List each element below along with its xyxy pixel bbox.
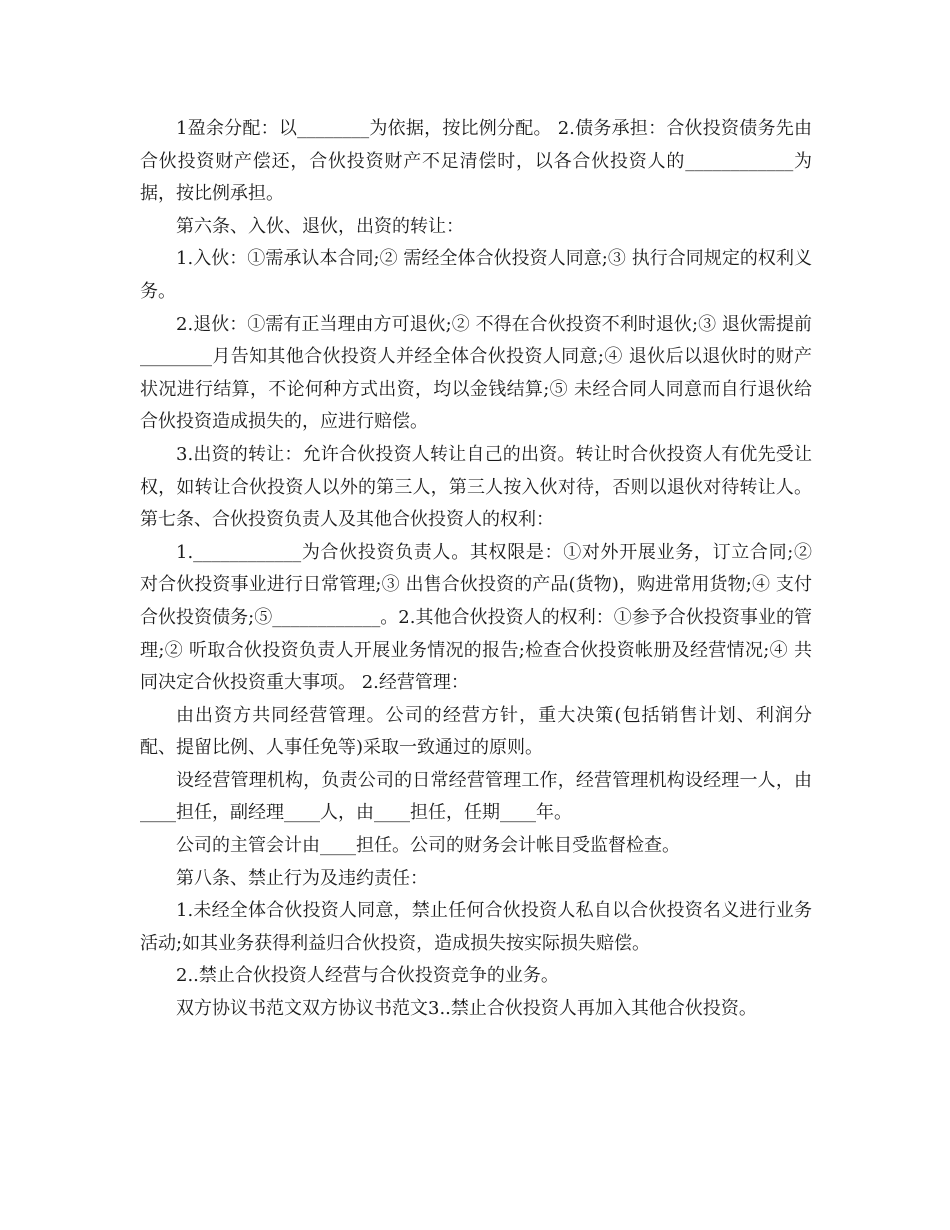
paragraph-manager-rights: 1.____________为合伙投资负责人。其权限是：①对外开展业务，订立合同;② 对合伙投资事业进行日常管理;③ 出售合伙投资的产品(货物)，购进常用货物;④ 支付合伙投资债务;⑤____________。2.其他合伙投资人的权利：①参予合伙投资事业的管理;② 听取合伙投资负责人开展业务情况的报告;检查合伙投资帐册及经营情况;④ 共同决定合伙投资重大事项。 2.经营管理： (140, 541, 812, 694)
paragraph-joint-management: 由出资方共同经营管理。公司的经营方针，重大决策(包括销售计划、利润分配、提留比例、人事任免等)采取一致通过的原则。 (140, 704, 812, 759)
document-body (140, 113, 812, 1026)
paragraph-prohibition-2: 2..禁止合伙投资人经营与合伙投资竞争的业务。 (176, 965, 559, 987)
paragraph-prohibition-3: 双方协议书范文双方协议书范文3..禁止合伙投资人再加入其他合伙投资。 (176, 998, 757, 1020)
paragraph-joining: 1.入伙：①需承认本合同;② 需经全体合伙投资人同意;③ 执行合同规定的权利义务。 (140, 248, 812, 302)
heading-article-6: 第六条、入伙、退伙，出资的转让： (176, 215, 464, 237)
paragraph-transfer-article-7: 3.出资的转让：允许合伙投资人转让自己的出资。转让时合伙投资人有优先受让权，如转让合伙投资人以外的第三人，第三人按入伙对待，否则以退伙对待转让人。 第七条、合伙投资负责人及其他合伙投资人的权利： (140, 443, 812, 531)
heading-article-8: 第八条、禁止行为及违约责任： (176, 867, 428, 889)
paragraph-accountant: 公司的主管会计由____担任。公司的财务会计帐目受监督检查。 (176, 835, 680, 857)
paragraph-prohibition-1: 1.未经全体合伙投资人同意，禁止任何合伙投资人私自以合伙投资名义进行业务活动;如其业务获得利益归合伙投资，造成损失按实际损失赔偿。 (140, 900, 812, 954)
paragraph-management-body: 设经营管理机构，负责公司的日常经营管理工作，经营管理机构设经理一人，由____担任，副经理____人，由____担任，任期____年。 (140, 769, 812, 824)
paragraph-profit-debt: 1盈余分配：以________为依据，按比例分配。 2.债务承担：合伙投资债务先由合伙投资财产偿还，合伙投资财产不足清偿时，以各合伙投资人的____________为据，按比例承担。 (140, 118, 812, 205)
paragraph-withdrawal: 2.退伙：①需有正当理由方可退伙;② 不得在合伙投资不利时退伙;③ 退伙需提前________月告知其他合伙投资人并经全体合伙投资人同意;④ 退伙后以退伙时的财产状况进行结算，不论何种方式出资，均以金钱结算;⑤ 未经合同人同意而自行退伙给合伙投资造成损失的，应进行赔偿。 (140, 313, 812, 433)
